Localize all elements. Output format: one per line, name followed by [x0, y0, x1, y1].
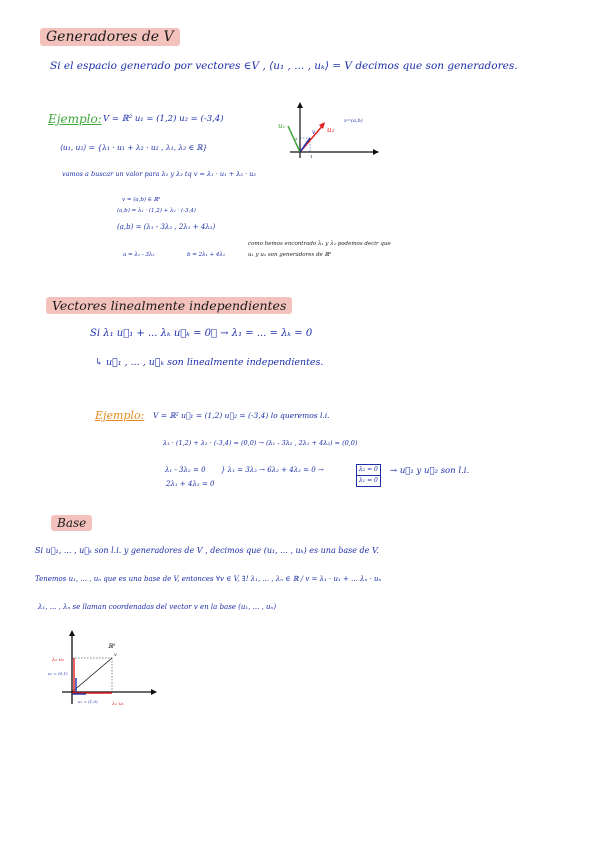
base-v-vector [72, 658, 112, 692]
base-r2-label: ℝ² [108, 643, 116, 650]
u1-label: u₁ [278, 122, 286, 130]
v-label: v [312, 129, 316, 136]
v-vector [300, 138, 310, 152]
li-result-2: λ₁ = 0 [356, 476, 381, 487]
base-line-3: λ₁, ... , λₙ se llaman coordenadas del vector v en la base (u₁, ... , uₙ) [38, 603, 277, 611]
u1-vector [288, 126, 300, 152]
section-title-generadores: Generadores de V [40, 28, 180, 46]
example-label-li: Ejemplo: [95, 409, 145, 422]
li-eq1: λ₁ · (1,2) + λ₂ · (-3,4) = (0,0) → (λ₁ - 3λ₂ , 2λ₁ + 4λ₂) = (0,0) [163, 439, 358, 447]
generadores-note-1: como hemos encontrado λ₁ y λ₂ podemos decir que [248, 241, 391, 247]
generadores-eq4b: b = 2λ₁ + 4λ₂ [187, 252, 226, 258]
base-graph [40, 628, 158, 710]
base-v-label: v [114, 652, 117, 658]
generadores-eq4a: a = λ₁ - 3λ₂ [123, 252, 155, 258]
base-u1-label: u₁ = (1,0) [78, 699, 98, 704]
generadores-find: vamos a buscar un valor para λ₁ y λ₂ tq v = λ₁ · u₁ + λ₂ · u₂ [62, 170, 256, 178]
base-u2-label: u₂ = (0,1) [48, 671, 68, 676]
generadores-note-2: u₁ y u₂ son generadores de ℝ² [248, 252, 332, 258]
li-system-1: λ₁ - 3λ₂ = 0 [165, 466, 206, 474]
li-condition: Si λ₁ u⃗₁ + ... λₖ u⃗ₖ = 0⃗ → λ₁ = ... = λₖ = 0 [90, 328, 313, 339]
li-conclusion: ↳ u⃗₁ , ... , u⃗ₖ son linealmente independientes. [95, 357, 324, 368]
li-result-box [356, 464, 381, 487]
li-result-text: → u⃗₁ y u⃗₂ son l.i. [390, 466, 470, 476]
generadores-eq1: v = (a,b) ∈ ℝ² [122, 197, 161, 203]
tick-label-2: 2 [295, 136, 298, 141]
generadores-definition: Si el espacio generado por vectores ∈V , ⟨u₁ , ... , uₖ⟩ = V decimos que son generadores. [50, 60, 518, 72]
base-l1u1-label: λ₁ u₁ [112, 701, 124, 707]
base-line-2: Tenemos u₁, ... , uₙ que es una base de V, entonces ∀v ∈ V, ∃! λ₁, ... , λₙ ∈ ℝ / v = λ₁ · u₁ + ... λₙ · uₙ [35, 575, 382, 583]
li-result-1: λ₂ = 0 [356, 464, 381, 476]
section-title-base: Base [51, 515, 92, 531]
tick-label-1: 1 [310, 154, 313, 159]
generadores-eq2: (a,b) = λ₁ · (1,2) + λ₂ · (-3,4) [117, 208, 196, 214]
u2-label: u₂ [327, 126, 335, 134]
li-derivation: } λ₁ = 3λ₂ → 6λ₂ + 4λ₂ = 0 → [221, 466, 324, 474]
li-system-2: 2λ₁ + 4λ₂ = 0 [166, 480, 215, 488]
generadores-span: ⟨u₁, u₂⟩ = {λ₁ · u₁ + λ₂ · u₂ , λ₁, λ₂ ∈ ℝ} [60, 143, 208, 152]
section-title-li: Vectores linealmente independientes [46, 297, 292, 314]
generadores-example-def: V = ℝ² u₁ = (1,2) u₂ = (-3,4) [103, 114, 224, 124]
generadores-eq3: (a,b) = (λ₁ - 3λ₂ , 2λ₁ + 4λ₂) [117, 223, 216, 231]
example-label-generadores: Ejemplo: [48, 112, 102, 126]
generadores-graph [268, 100, 380, 162]
v-coords-label: v=(a,b) [344, 118, 363, 124]
li-example-def: V = ℝ² u⃗₁ = (1,2) u⃗₂ = (-3,4) lo queremos l.i. [153, 411, 330, 420]
base-line-1: Si u⃗₁, ... , u⃗ₖ son l.i. y generadores de V , decimos que (u₁, ... , uₖ) es una base de V. [35, 546, 379, 555]
base-l2u2-label: λ₂ u₂ [52, 657, 64, 663]
